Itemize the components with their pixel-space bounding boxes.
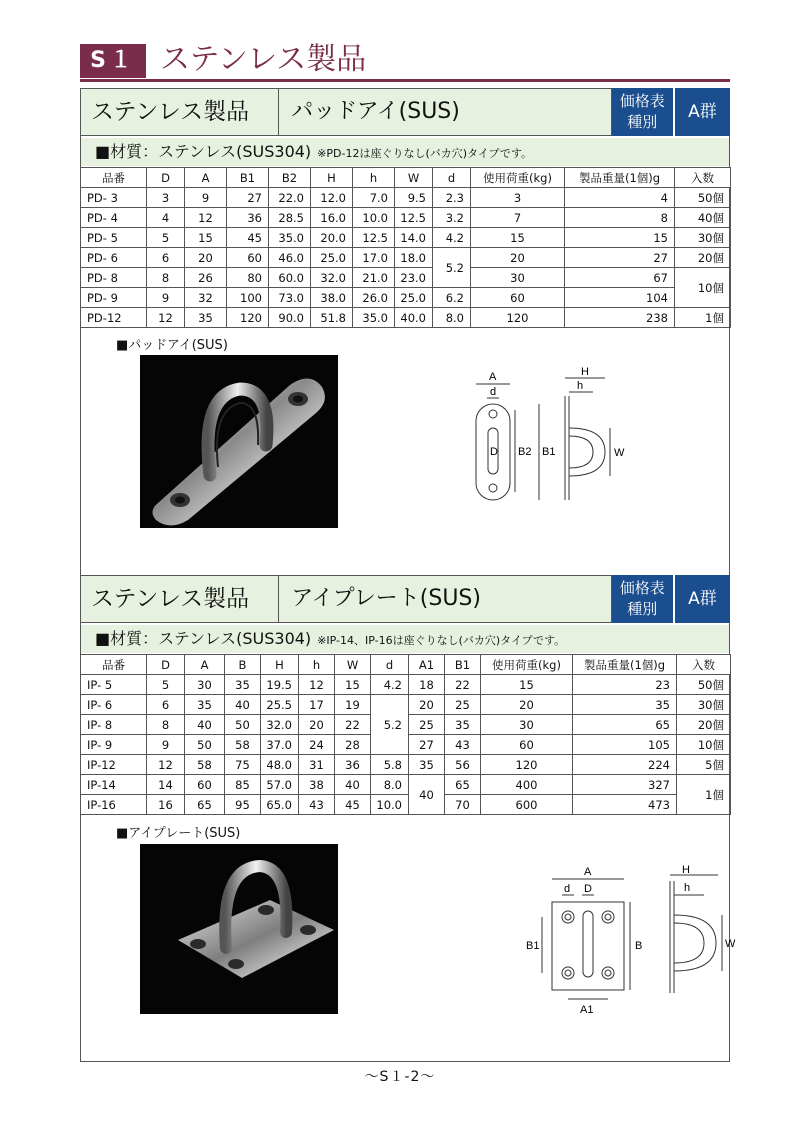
- table-cell: 30個: [675, 228, 731, 248]
- part-number: PD-12: [81, 308, 147, 328]
- table-cell: 16.0: [311, 208, 353, 228]
- dimension-drawing: [465, 364, 635, 504]
- table-cell: 18.0: [395, 248, 433, 268]
- table-cell: 56: [445, 755, 481, 775]
- table-cell: 35.0: [269, 228, 311, 248]
- table-row: [81, 795, 731, 815]
- table-cell: 25: [409, 715, 445, 735]
- table-cell: 30個: [677, 695, 731, 715]
- photo-caption: ■パッドアイ(SUS): [116, 338, 228, 353]
- table-cell: 12.0: [311, 188, 353, 208]
- dim-label-D: D: [490, 446, 498, 458]
- part-number: IP-14: [81, 775, 147, 795]
- column-header: B2: [269, 168, 311, 188]
- table-cell: 20: [185, 248, 227, 268]
- table-cell: 9: [185, 188, 227, 208]
- pad-eye-photo: [140, 355, 338, 528]
- table-cell: 26: [185, 268, 227, 288]
- table-cell: 46.0: [269, 248, 311, 268]
- table-cell: 60: [227, 248, 269, 268]
- table-row: [81, 775, 731, 795]
- table-cell: 65: [445, 775, 481, 795]
- price-group-badge: A群: [675, 575, 730, 623]
- column-header: A: [185, 655, 225, 675]
- table-cell: 5: [147, 228, 185, 248]
- table-row: [81, 248, 731, 268]
- part-number: IP- 9: [81, 735, 147, 755]
- table-cell: 21.0: [353, 268, 395, 288]
- table-cell: 20: [481, 695, 573, 715]
- table-cell: 5: [147, 675, 185, 695]
- table-cell: 105: [573, 735, 677, 755]
- pad-eye-illustration: [140, 355, 338, 528]
- table-row: [81, 188, 731, 208]
- table-cell: 30: [471, 268, 565, 288]
- table-cell: 7: [471, 208, 565, 228]
- table-header-row: [81, 168, 731, 188]
- table-cell: 10.0: [371, 795, 409, 815]
- dim-label-d: d: [564, 883, 571, 895]
- table-cell-merged: 5.2: [371, 695, 409, 755]
- table-cell: 17.0: [353, 248, 395, 268]
- table-cell: 40個: [675, 208, 731, 228]
- table-cell: 30: [481, 715, 573, 735]
- column-header: 品番: [81, 168, 147, 188]
- table-cell: 4: [147, 208, 185, 228]
- column-header: d: [371, 655, 409, 675]
- table-cell: 16: [147, 795, 185, 815]
- eye-plate-photo: [140, 844, 338, 1014]
- table-cell: 473: [573, 795, 677, 815]
- table-cell: 4: [565, 188, 675, 208]
- table-cell: 32.0: [261, 715, 299, 735]
- table-cell: 104: [565, 288, 675, 308]
- table-cell: 9.5: [395, 188, 433, 208]
- dim-label-A: A: [489, 371, 497, 383]
- table-cell: 90.0: [269, 308, 311, 328]
- table-cell: 20個: [675, 248, 731, 268]
- header-rule: [80, 79, 730, 82]
- table-cell-merged: 5.2: [433, 248, 471, 288]
- table-cell: 75: [225, 755, 261, 775]
- price-category-label: [612, 575, 675, 623]
- dim-label-A: A: [584, 866, 592, 878]
- material-text: ■材質：ステンレス(SUS304): [95, 142, 312, 161]
- product-name: パッドアイ(SUS): [279, 88, 611, 136]
- table-row: [81, 675, 731, 695]
- material-note: ※IP-14、IP-16は座ぐりなし(バカ穴)タイプです。: [317, 634, 566, 647]
- table-cell: 8: [147, 715, 185, 735]
- table-cell: 5個: [677, 755, 731, 775]
- table-cell: 50個: [675, 188, 731, 208]
- table-cell: 20: [409, 695, 445, 715]
- table-cell: 1個: [675, 308, 731, 328]
- table-cell: 65: [185, 795, 225, 815]
- product-title-bar: [80, 575, 730, 623]
- table-cell-merged: 10個: [675, 268, 731, 308]
- spec-table-pad-eye: [80, 167, 731, 328]
- table-cell: 23: [573, 675, 677, 695]
- pad-eye-dimension-diagram: [465, 364, 635, 504]
- table-cell: 38.0: [311, 288, 353, 308]
- table-cell: 45: [335, 795, 371, 815]
- material-line: [80, 138, 730, 166]
- table-cell: 35: [225, 675, 261, 695]
- table-cell: 60: [471, 288, 565, 308]
- table-cell: 8: [147, 268, 185, 288]
- table-cell: 50個: [677, 675, 731, 695]
- table-cell: 19: [335, 695, 371, 715]
- dim-label-h: h: [684, 882, 691, 894]
- price-category-label: [612, 88, 675, 136]
- column-header: 使用荷重(kg): [481, 655, 573, 675]
- table-cell: 67: [565, 268, 675, 288]
- table-cell: 15: [481, 675, 573, 695]
- part-number: IP- 8: [81, 715, 147, 735]
- table-cell: 23.0: [395, 268, 433, 288]
- table-cell: 73.0: [269, 288, 311, 308]
- table-cell: 25: [445, 695, 481, 715]
- table-row: [81, 695, 731, 715]
- table-cell: 48.0: [261, 755, 299, 775]
- table-cell: 120: [471, 308, 565, 328]
- table-cell: 120: [481, 755, 573, 775]
- table-cell: 327: [573, 775, 677, 795]
- table-cell: 10個: [677, 735, 731, 755]
- table-cell: 120: [227, 308, 269, 328]
- material-line: [80, 625, 730, 653]
- table-row: [81, 288, 731, 308]
- table-cell: 20: [471, 248, 565, 268]
- product-category-title: ステンレス製品: [80, 575, 279, 623]
- column-header: h: [353, 168, 395, 188]
- table-cell: 5.8: [371, 755, 409, 775]
- table-cell: 31: [299, 755, 335, 775]
- column-header: B1: [445, 655, 481, 675]
- table-cell: 12: [147, 308, 185, 328]
- table-cell: 57.0: [261, 775, 299, 795]
- table-cell: 17: [299, 695, 335, 715]
- table-cell: 238: [565, 308, 675, 328]
- table-row: [81, 755, 731, 775]
- part-number: PD- 3: [81, 188, 147, 208]
- table-cell: 65.0: [261, 795, 299, 815]
- table-cell: 58: [225, 735, 261, 755]
- table-row: [81, 208, 731, 228]
- table-cell: 15: [185, 228, 227, 248]
- column-header: W: [395, 168, 433, 188]
- table-cell: 27: [227, 188, 269, 208]
- table-cell: 45: [227, 228, 269, 248]
- table-cell: 7.0: [353, 188, 395, 208]
- part-number: PD- 9: [81, 288, 147, 308]
- table-cell: 40: [335, 775, 371, 795]
- table-row: [81, 268, 731, 288]
- table-cell: 35: [185, 695, 225, 715]
- dim-label-B: B: [635, 940, 643, 952]
- table-cell: 9: [147, 735, 185, 755]
- table-cell: 22.0: [269, 188, 311, 208]
- table-cell: 20: [299, 715, 335, 735]
- table-cell: 38: [299, 775, 335, 795]
- column-header: H: [311, 168, 353, 188]
- table-cell: 15: [335, 675, 371, 695]
- material-note: ※PD-12は座ぐりなし(バカ穴)タイプです。: [317, 147, 532, 160]
- table-cell: 6: [147, 248, 185, 268]
- table-cell: 43: [445, 735, 481, 755]
- table-cell: 25.5: [261, 695, 299, 715]
- table-cell: 3: [471, 188, 565, 208]
- table-cell: 3.2: [433, 208, 471, 228]
- price-type-label: 種別: [627, 600, 658, 618]
- table-cell: 20個: [677, 715, 731, 735]
- table-cell: 50: [185, 735, 225, 755]
- price-table-label: 価格表: [619, 579, 665, 597]
- table-cell: 400: [481, 775, 573, 795]
- table-header-row: [81, 655, 731, 675]
- part-number: IP- 6: [81, 695, 147, 715]
- page-number: ～S１-2～: [364, 1069, 436, 1085]
- column-header: H: [261, 655, 299, 675]
- table-cell: 6: [147, 695, 185, 715]
- dim-label-B2: B2: [518, 446, 532, 458]
- part-number: PD- 4: [81, 208, 147, 228]
- table-cell: 35: [573, 695, 677, 715]
- table-cell: 3: [147, 188, 185, 208]
- table-cell: 12: [299, 675, 335, 695]
- product-category-title: ステンレス製品: [80, 88, 279, 136]
- part-number: PD- 6: [81, 248, 147, 268]
- material-text: ■材質：ステンレス(SUS304): [95, 629, 312, 648]
- column-header: B: [225, 655, 261, 675]
- table-cell: 100: [227, 288, 269, 308]
- table-cell: 22: [335, 715, 371, 735]
- table-cell: 224: [573, 755, 677, 775]
- dim-label-d: d: [490, 386, 497, 398]
- table-cell: 35: [445, 715, 481, 735]
- column-header: d: [433, 168, 471, 188]
- eye-plate-illustration: [140, 844, 338, 1014]
- table-cell: 19.5: [261, 675, 299, 695]
- table-cell: 60: [185, 775, 225, 795]
- table-cell: 37.0: [261, 735, 299, 755]
- table-cell: 28.5: [269, 208, 311, 228]
- table-cell: 4.2: [371, 675, 409, 695]
- dim-label-B1: B1: [542, 446, 556, 458]
- table-cell: 25.0: [395, 288, 433, 308]
- page-header: [80, 44, 730, 82]
- table-cell: 6.2: [433, 288, 471, 308]
- column-header: D: [147, 168, 185, 188]
- table-cell: 22: [445, 675, 481, 695]
- table-cell: 9: [147, 288, 185, 308]
- table-cell: 40: [185, 715, 225, 735]
- column-header: D: [147, 655, 185, 675]
- table-cell: 58: [185, 755, 225, 775]
- table-cell: 600: [481, 795, 573, 815]
- column-header: A: [185, 168, 227, 188]
- spec-table-eye-plate: [80, 654, 731, 815]
- table-cell: 40: [225, 695, 261, 715]
- product-name: アイプレート(SUS): [279, 575, 611, 623]
- table-cell: 32.0: [311, 268, 353, 288]
- table-cell: 18: [409, 675, 445, 695]
- photo-caption: ■アイプレート(SUS): [116, 826, 241, 841]
- table-cell: 15: [471, 228, 565, 248]
- table-row: [81, 228, 731, 248]
- eye-plate-dimension-diagram: [460, 865, 750, 1015]
- table-cell: 80: [227, 268, 269, 288]
- table-cell: 12.5: [353, 228, 395, 248]
- price-table-label: 価格表: [619, 92, 665, 110]
- table-cell: 8.0: [371, 775, 409, 795]
- part-number: PD- 5: [81, 228, 147, 248]
- dim-label-W: W: [614, 447, 625, 459]
- part-number: IP- 5: [81, 675, 147, 695]
- table-cell: 70: [445, 795, 481, 815]
- part-number: IP-16: [81, 795, 147, 815]
- dim-label-D: D: [584, 883, 592, 895]
- column-header: A1: [409, 655, 445, 675]
- column-header: h: [299, 655, 335, 675]
- table-cell: 50: [225, 715, 261, 735]
- dim-label-h: h: [577, 380, 584, 392]
- dim-label-W: W: [725, 938, 736, 950]
- column-header: W: [335, 655, 371, 675]
- table-cell: 20.0: [311, 228, 353, 248]
- table-cell: 12.5: [395, 208, 433, 228]
- table-cell: 24: [299, 735, 335, 755]
- table-cell: 28: [335, 735, 371, 755]
- column-header: B1: [227, 168, 269, 188]
- dim-label-H: H: [682, 865, 690, 876]
- table-cell: 4.2: [433, 228, 471, 248]
- table-cell: 27: [409, 735, 445, 755]
- column-header: 製品重量(1個)g: [573, 655, 677, 675]
- table-cell: 60.0: [269, 268, 311, 288]
- dimension-drawing: [460, 865, 750, 1015]
- table-cell: 95: [225, 795, 261, 815]
- table-row: [81, 308, 731, 328]
- table-cell: 12: [185, 208, 227, 228]
- table-cell: 14: [147, 775, 185, 795]
- table-cell: 8.0: [433, 308, 471, 328]
- table-cell: 85: [225, 775, 261, 795]
- table-cell: 35.0: [353, 308, 395, 328]
- dim-label-A1: A1: [580, 1004, 594, 1015]
- column-header: 製品重量(1個)g: [565, 168, 675, 188]
- table-cell: 2.3: [433, 188, 471, 208]
- page-title: ステンレス製品: [160, 42, 367, 77]
- table-cell-merged: 40: [409, 775, 445, 815]
- section-badge: S１: [80, 44, 146, 78]
- table-cell: 60: [481, 735, 573, 755]
- table-cell: 15: [565, 228, 675, 248]
- table-cell: 35: [185, 308, 227, 328]
- price-type-label: 種別: [627, 113, 658, 131]
- column-header: 品番: [81, 655, 147, 675]
- table-cell-merged: 1個: [677, 775, 731, 815]
- dim-label-B1: B1: [526, 940, 540, 952]
- product-title-bar: [80, 88, 730, 136]
- table-cell: 65: [573, 715, 677, 735]
- table-cell: 12: [147, 755, 185, 775]
- column-header: 入数: [675, 168, 731, 188]
- table-cell: 32: [185, 288, 227, 308]
- table-cell: 25.0: [311, 248, 353, 268]
- column-header: 使用荷重(kg): [471, 168, 565, 188]
- table-cell: 10.0: [353, 208, 395, 228]
- table-cell: 27: [565, 248, 675, 268]
- part-number: IP-12: [81, 755, 147, 775]
- table-cell: 8: [565, 208, 675, 228]
- price-group-badge: A群: [675, 88, 730, 136]
- table-cell: 51.8: [311, 308, 353, 328]
- table-cell: 30: [185, 675, 225, 695]
- table-cell: 40.0: [395, 308, 433, 328]
- column-header: 入数: [677, 655, 731, 675]
- dim-label-H: H: [581, 366, 589, 378]
- part-number: PD- 8: [81, 268, 147, 288]
- table-cell: 35: [409, 755, 445, 775]
- table-cell: 43: [299, 795, 335, 815]
- table-cell: 14.0: [395, 228, 433, 248]
- table-cell: 36: [335, 755, 371, 775]
- table-cell: 26.0: [353, 288, 395, 308]
- table-cell: 36: [227, 208, 269, 228]
